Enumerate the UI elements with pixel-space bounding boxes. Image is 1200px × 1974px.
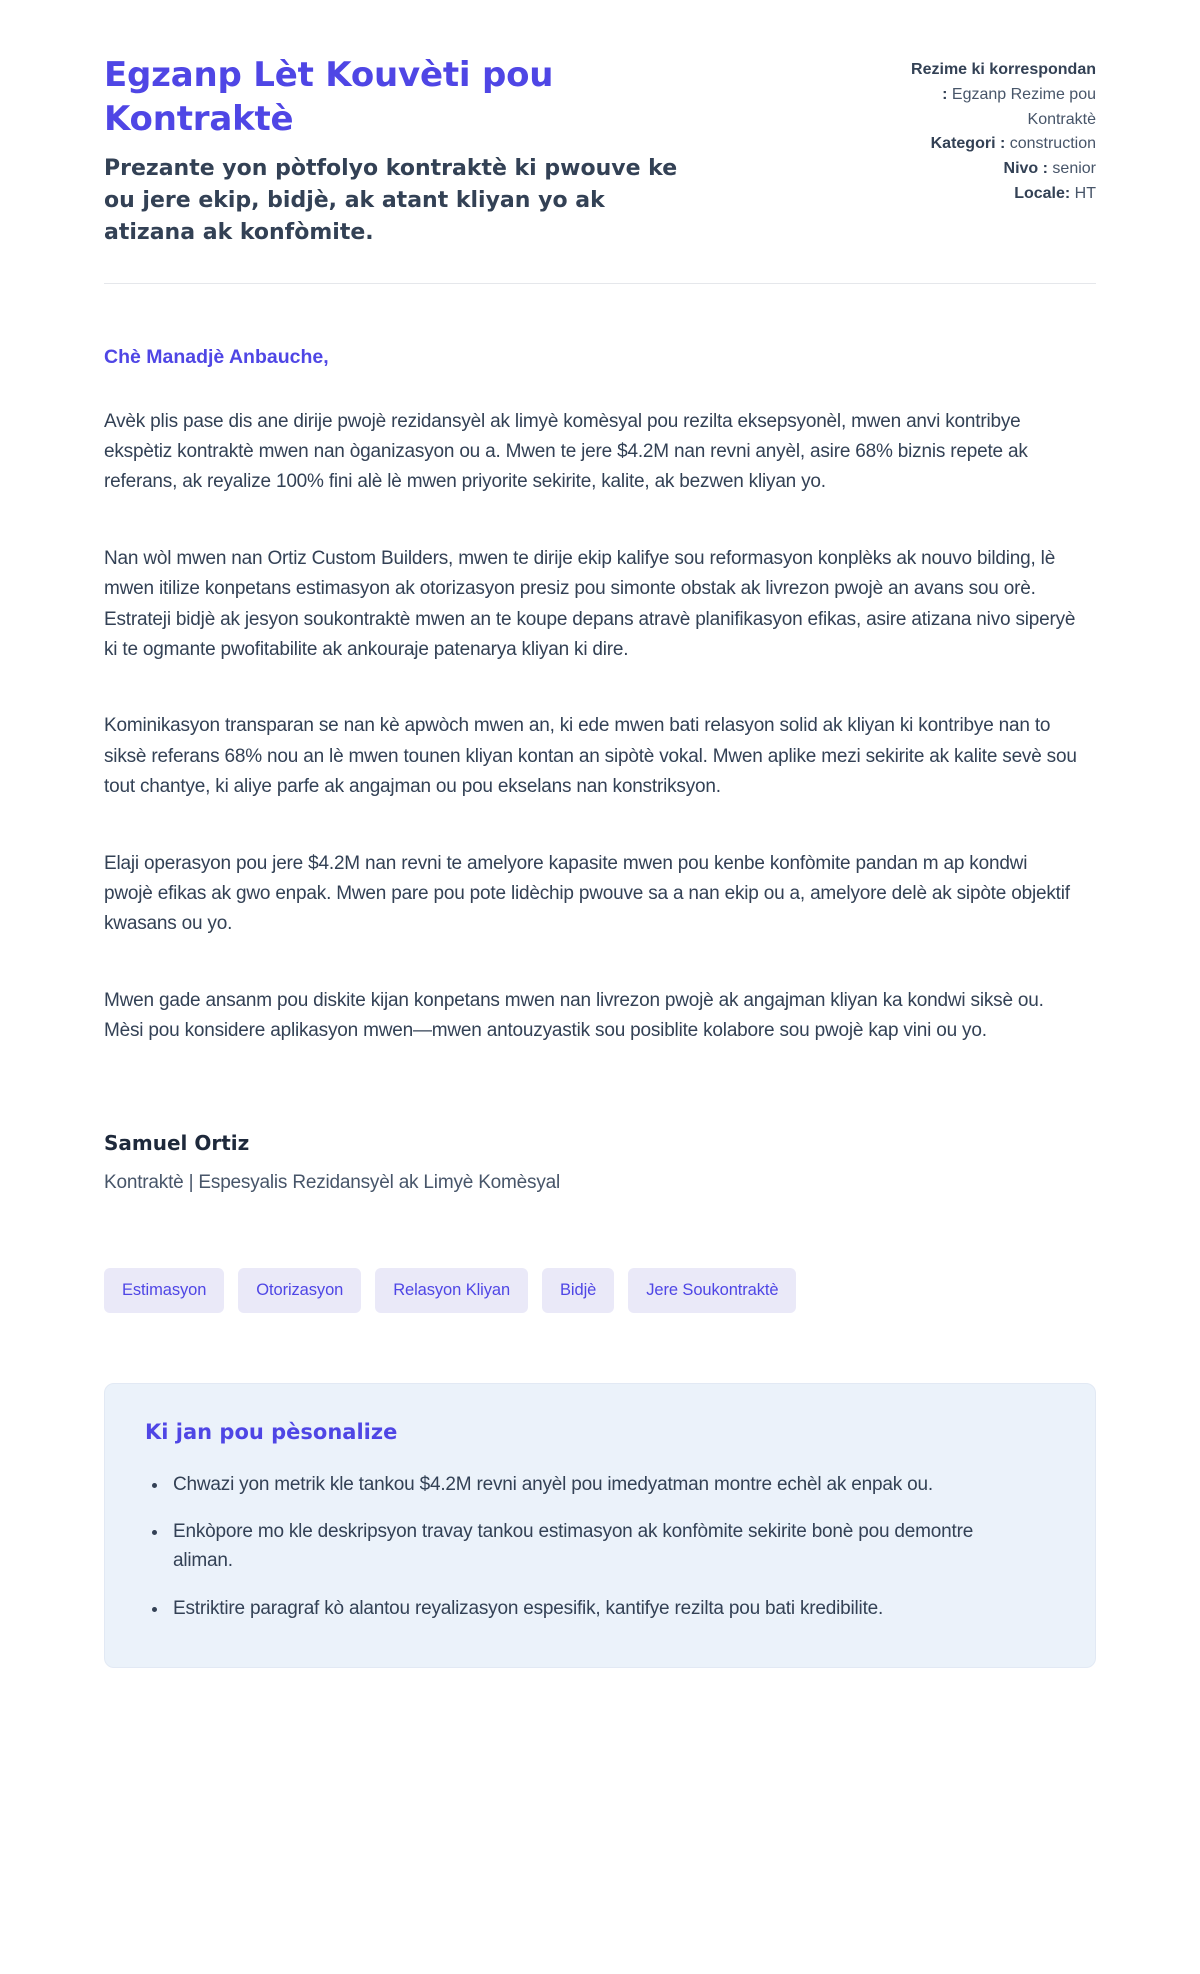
meta-value: Egzanp Rezime pou Kontraktè (951, 85, 1096, 128)
tag-chip: Estimasyon (104, 1268, 224, 1313)
meta-value: construction (1009, 135, 1096, 153)
signature-role: Kontraktè | Espesyalis Rezidansyèl ak Limyè Komèsyal (104, 1171, 561, 1193)
meta-value: senior (1052, 160, 1096, 178)
tip-item: • Enkòpore mo kle deskripsyon travay tankou estimasyon ak konfòmite sekirite bonè pou demontre aliman. (169, 1517, 1029, 1576)
meta-item (904, 132, 1096, 157)
tips-box (104, 1383, 1096, 1669)
page-subtitle: Prezante yon pòtfolyo kontraktè ki pwouve ke ou jere ekip, bidjè, ak atant kliyan yo ak atizana ak konfòmite. (104, 156, 678, 245)
tag-list (104, 1268, 1096, 1313)
meta-item (904, 58, 1096, 132)
meta-label: Nivo : (1003, 160, 1048, 178)
content-container (104, 0, 1096, 1734)
signature-name: Samuel Ortiz (104, 1130, 250, 1155)
tips-heading: Ki jan pou pèsonalize (145, 1419, 398, 1444)
tag-chip: Otorizasyon (238, 1268, 361, 1313)
tag-chip: Jere Soukontraktè (628, 1268, 796, 1313)
signature-block (104, 1131, 1096, 1194)
meta-label: Rezime ki korrespondan : (911, 61, 1096, 103)
divider (104, 283, 1096, 284)
header (104, 54, 1096, 249)
resume-meta (904, 54, 1096, 207)
letter-body (104, 407, 1096, 1047)
meta-value: HT (1074, 184, 1096, 202)
header-left (104, 54, 704, 249)
letter-paragraph: Mwen gade ansanm pou diskite kijan konpetans mwen nan livrezon pwojè ak angajman kliyan ka kondwi siksè ou. Mèsi pou konsidere aplikasyon mwen—mwen antouzyastik sou posiblite kolabore sou pwojè kap vini ou yo. (104, 989, 1044, 1042)
meta-item (904, 182, 1096, 207)
page-title: Egzanp Lèt Kouvèti pou Kontraktè (104, 55, 554, 139)
letter-paragraph: Avèk plis pase dis ane dirije pwojè rezidansyèl ak limyè komèsyal pou rezilta eksepsyonèl, mwen anvi kontribye ekspètiz kontraktè mwen nan òganizasyon ou a. Mwen te jere $4.2M nan revni anyèl, asire 68% biznis repete ak referans, ak reyalize 100% fini alè lè mwen priyorite sekirite, kalite, ak bezwen kliyan yo. (104, 410, 1028, 493)
meta-label: Locale: (1014, 184, 1071, 202)
letter-paragraph: Kominikasyon transparan se nan kè apwòch mwen an, ki ede mwen bati relasyon solid ak kliyan ki kontribye nan to siksè referans 68% nou an lè mwen tounen kliyan kontan an sipòtè vokal. Mwen aplike mezi sekirite ak kalite sevè sou tout chantye, ki aliye parfe ak angajman ou pou ekselans nan konstriksyon. (104, 715, 1077, 798)
tag-chip: Relasyon Kliyan (375, 1268, 528, 1313)
letter-greeting: Chè Manadjè Anbauche, (104, 345, 329, 368)
letter-paragraph: Nan wòl mwen nan Ortiz Custom Builders, mwen te dirije ekip kalifye sou reformasyon konplèks ak nouvo bilding, lè mwen itilize konpetans estimasyon ak otorizasyon presiz pou simonte obstak ak livrezon pwojè an avans sou orè. Estrateji bidjè ak jesyon soukontraktè mwen an te koupe depans atravè planifikasyon efikas, asire atizana nivo siperyè ki te ogmante pwofitabilite ak ankouraje patenarya kliyan ki dire. (104, 547, 1076, 661)
meta-label: Kategori : (930, 135, 1006, 153)
tips-list (145, 1470, 1055, 1624)
letter-paragraph: Elaji operasyon pou jere $4.2M nan revni te amelyore kapasite mwen pou kenbe konfòmite pandan m ap kondwi pwojè efikas ak gwo enpak. Mwen pare pou pote lidèchip pwouve sa a nan ekip ou a, amelyore delè ak sipòte objektif kwasans ou yo. (104, 852, 1070, 935)
meta-item (904, 157, 1096, 182)
tip-item: • Estriktire paragraf kò alantou reyalizasyon espesifik, kantifye rezilta pou bati kredibilite. (169, 1594, 1029, 1623)
tag-chip: Bidjè (542, 1268, 614, 1313)
tip-item: • Chwazi yon metrik kle tankou $4.2M revni anyèl pou imedyatman montre echèl ak enpak ou. (169, 1470, 1029, 1499)
